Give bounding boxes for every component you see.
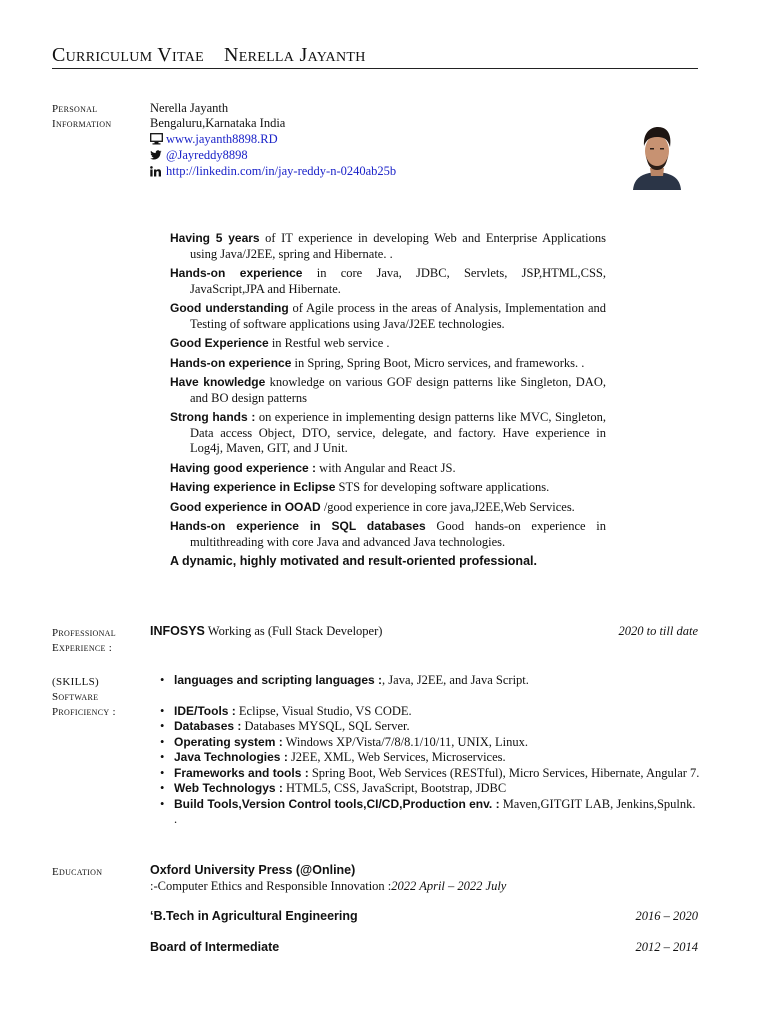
summary-item: Having good experience : with Angular and React JS. (170, 460, 456, 475)
course-title: Oxford University Press (@Online) (150, 863, 356, 877)
experience-dates: 2020 to till date (618, 624, 698, 638)
skill-item: • Frameworks and tools : Spring Boot, Web Services (RESTful), Micro Services, Hibernate, Angular 7. (160, 765, 700, 780)
person-location: Bengaluru,Karnataka India (150, 116, 286, 130)
summary-item: Strong hands : on experience in implementing design patterns like MVC, Singleton, Data access Object, DTO, service, delegate, and factory. Have experience in Log4j, Maven, GIT, and J Unit. (170, 410, 606, 455)
summary-item: Hands-on experience in SQL databases Good hands-on experience in multithreading with core Java and advanced Java technologies. (170, 519, 607, 549)
summary-item: Good Experience in Restful web service . (170, 336, 390, 350)
company-name: INFOSYS (150, 624, 205, 638)
skills-section-label: (SKILLS) Software Proficiency : (52, 676, 116, 718)
experience-entry (150, 624, 382, 640)
profile-photo (630, 118, 684, 190)
summary-item: Have knowledge knowledge on various GOF design patterns like Singleton, DAO, and BO design patterns (170, 375, 606, 405)
course-line: :-Computer Ethics and Responsible Innovation :2022 April – 2022 July (150, 879, 507, 893)
title-left: Curriculum Vitae (52, 44, 204, 66)
board-entry: Board of Intermediate (150, 940, 280, 954)
degree-dates: 2016 – 2020 (635, 909, 698, 923)
website-link[interactable]: www.jayanth8898.RD (166, 132, 278, 146)
skill-item: • Build Tools,Version Control tools,CI/CD,Production env. : Maven,GITGIT LAB, Jenkins,Spulnk. (160, 796, 696, 811)
skill-item: • Web Technologys : HTML5, CSS, JavaScript, Bootstrap, JDBC (160, 781, 507, 795)
experience-section-label: Professional Experience : (52, 627, 116, 654)
board-dates: 2012 – 2014 (635, 940, 698, 954)
skill-item: • languages and scripting languages :, Java, J2EE, and Java Script. (160, 673, 529, 687)
skill-item: • Databases : Databases MYSQL, SQL Server. (160, 719, 410, 733)
title-name: Nerella Jayanth (223, 44, 366, 66)
summary-item: A dynamic, highly motivated and result-oriented professional. (170, 554, 537, 568)
page-title (52, 44, 698, 69)
summary-item: Hands-on experience in Spring, Spring Boot, Micro services, and frameworks. . (170, 355, 585, 370)
summary-item: Good experience in OOAD /good experience in core java,J2EE,Web Services. (170, 499, 575, 514)
personal-section-label: Personal Information (52, 103, 112, 130)
twitter-link[interactable]: @Jayreddy8898 (166, 148, 248, 162)
skill-item: • Java Technologies : J2EE, XML, Web Services, Microservices. (160, 750, 506, 764)
linkedin-row[interactable] (150, 164, 396, 182)
website-row[interactable] (150, 132, 278, 150)
summary-item: Having 5 years of IT experience in developing Web and Enterprise Applications using Java/J2EE, spring and Hibernate. . (170, 231, 606, 261)
course-dates: 2022 April – 2022 July (391, 879, 507, 893)
summary-item: Having experience in Eclipse STS for developing software applications. (170, 480, 550, 494)
skills-trailing-dot: . (174, 812, 178, 826)
skill-item: • IDE/Tools : Eclipse, Visual Studio, VS CODE. (160, 703, 412, 718)
person-name: Nerella Jayanth (150, 101, 229, 115)
degree-entry: ‘B.Tech in Agricultural Engineering (150, 909, 358, 923)
linkedin-icon (150, 166, 164, 182)
education-section-label: Education (52, 866, 103, 878)
job-role: Working as (Full Stack Developer) (204, 624, 383, 638)
summary-list (170, 231, 606, 570)
linkedin-link[interactable]: http://linkedin.com/in/jay-reddy-n-0240ab25b (166, 164, 397, 178)
summary-item: Good understanding of Agile process in the areas of Analysis, Implementation and Testing of software applications using Java/J2EE technologies. (170, 301, 606, 331)
skills-list (160, 673, 700, 828)
skill-item: • Operating system : Windows XP/Vista/7/8/8.1/10/11, UNIX, Linux. (160, 734, 528, 749)
summary-item: Hands-on experience in core Java, JDBC, Servlets, JSP,HTML,CSS, JavaScript,JPA and Hibernate. (170, 266, 606, 296)
twitter-row[interactable] (150, 148, 248, 166)
